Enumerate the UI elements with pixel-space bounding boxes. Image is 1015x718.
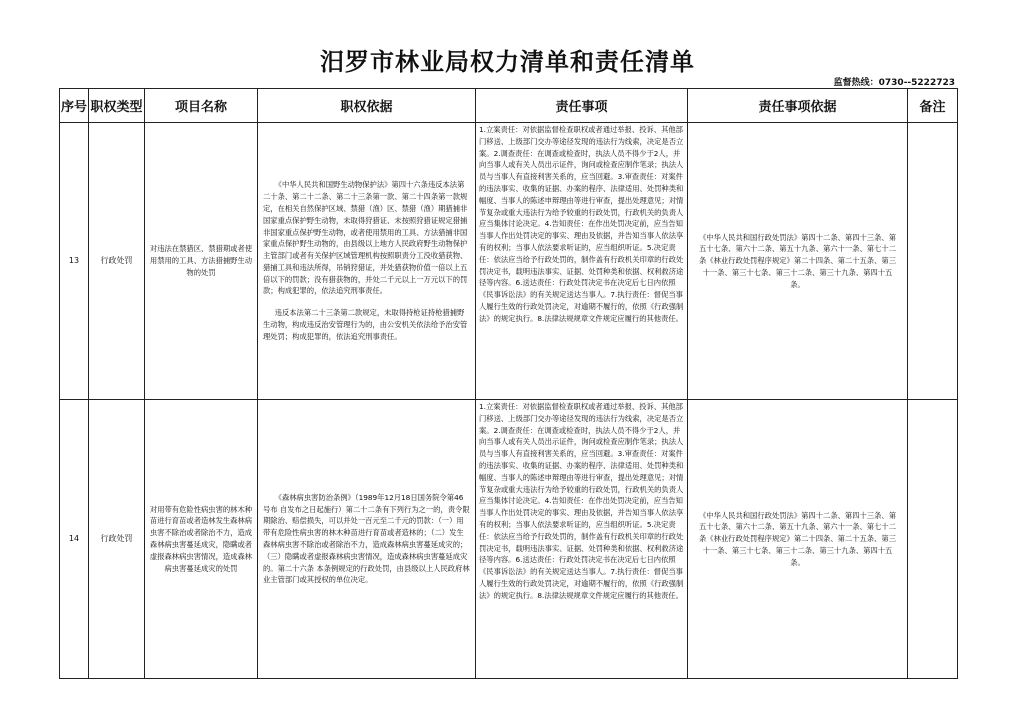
header-type: 职权类型 bbox=[89, 89, 145, 123]
page-title: 汨罗市林业局权力清单和责任清单 bbox=[320, 48, 695, 76]
power-basis bbox=[258, 400, 476, 679]
header-responsibility: 责任事项 bbox=[476, 89, 688, 123]
item-name: 对违法在禁猎区、禁猎期或者使用禁用的工具、方法猎捕野生动物的处罚 bbox=[145, 123, 258, 400]
header-basis: 职权依据 bbox=[258, 89, 476, 123]
table-row bbox=[60, 123, 958, 400]
basis-paragraph: 《中华人民共和国野生动物保护法》第四十六条违反本法第二十条、第二十二条、第二十三条第一款、第二十四条第一款规定，在相关自然保护区域、禁猎（渔）区、禁猎（渔）期猎捕非国家重点保护野生动物，未取得狩猎证、未按照狩猎证规定猎捕非国家重点保护野生动物，或者使用禁用的工具、方法猎捕非国家重点保护野生动物的，由县级以上地方人民政府野生动物保护主管部门或者有关保护区域管理机构按照职责分工没收猎获物、猎捕工具和违法所得，吊销狩猎证，并处猎获物价值一倍以上五倍以下的罚款；没有猎获物的，并处二千元以上一万元以下的罚款；构成犯罪的，依法追究刑事责任。 bbox=[263, 180, 468, 296]
table-row bbox=[60, 400, 958, 679]
responsibility-items: 1.立案责任：对依据监督检查职权或者通过举报、投诉、其他部门移送、上级部门交办等途径发现的违法行为线索，决定是否立案。2.调查责任：在调查或检查时，执法人员不得少于2人，并向当事人或有关人员出示证件，询问或检查应制作笔录；执法人员与当事人有直接利害关系的，应当回避。3.审查责任：对案件的违法事实、收集的证据、办案的程序、法律适用、处罚种类和幅度、当事人的陈述申辩理由等进行审查，提出处理意见；对情节复杂或重大违法行为给予较重的行政处罚，行政机关的负责人应当集体讨论决定。4.告知责任：在作出处罚决定前，应当告知当事人作出处罚决定的事实、理由及依据，并告知当事人依法享有的权利；当事人依法要求听证的，应当组织听证。5.决定责任：依法应当给予行政处罚的，制作盖有行政机关印章的行政处罚决定书，载明违法事实、证据、处罚种类和依据、权利救济途径等内容。6.送达责任：行政处罚决定书在决定后七日内依照《民事诉讼法》的有关规定送达当事人。7.执行责任：督促当事人履行生效的行政处罚决定，对逾期不履行的，依照《行政强制法》的规定执行。8.法律法规规章文件规定应履行的其他责任。 bbox=[476, 400, 688, 679]
basis-paragraph: 《森林病虫害防治条例》（1989年12月18日国务院令第46号布 自发布之日起施行）第二十二条有下列行为之一的，责令限期除治、赔偿损失，可以并处一百元至二千元的罚款：（一）用带有危险性病虫害的林木种苗进行育苗或者造林的；（二）发生森林病虫害不除治或者除治不力，造成森林病虫害蔓延成灾的；（三）隐瞒或者虚报森林病虫害情况，造成森林病虫害蔓延成灾的。第二十六条 本条例规定的行政处罚，由县级以上人民政府林业主管部门或其授权的单位决定。 bbox=[263, 492, 470, 585]
power-list-table bbox=[59, 88, 958, 679]
power-basis bbox=[258, 123, 476, 400]
row-number: 14 bbox=[60, 400, 89, 679]
row-number: 13 bbox=[60, 123, 89, 400]
header-num: 序号 bbox=[60, 89, 89, 123]
note-cell bbox=[908, 123, 958, 400]
header-responsibility-basis: 责任事项依据 bbox=[688, 89, 908, 123]
header-row bbox=[60, 89, 958, 123]
power-type: 行政处罚 bbox=[89, 400, 145, 679]
item-name: 对用带有危险性病虫害的林木种苗进行育苗或者造林发生森林病虫害不除治或者除治不力，造成森林病虫害蔓延成灾，隐瞒或者虚报森林病虫害情况，造成森林病虫害蔓延成灾的处罚 bbox=[145, 400, 258, 679]
header-name: 项目名称 bbox=[145, 89, 258, 123]
note-cell bbox=[908, 400, 958, 679]
responsibility-items: 1.立案责任：对依据监督检查职权或者通过举报、投诉、其他部门移送、上级部门交办等途径发现的违法行为线索，决定是否立案。2.调查责任：在调查或检查时，执法人员不得少于2人，并向当事人或有关人员出示证件，询问或检查应制作笔录；执法人员与当事人有直接利害关系的，应当回避。3.审查责任：对案件的违法事实、收集的证据、办案的程序、法律适用、处罚种类和幅度、当事人的陈述申辩理由等进行审查，提出处理意见；对情节复杂或重大违法行为给予较重的行政处罚，行政机关的负责人应当集体讨论决定。4.告知责任：在作出处罚决定前，应当告知当事人作出处罚决定的事实、理由及依据，并告知当事人依法享有的权利；当事人依法要求听证的，应当组织听证。5.决定责任：依法应当给予行政处罚的，制作盖有行政机关印章的行政处罚决定书，载明违法事实、证据、处罚种类和依据、权利救济途径等内容。6.送达责任：行政处罚决定书在决定后七日内依照《民事诉讼法》的有关规定送达当事人。7.执行责任：督促当事人履行生效的行政处罚决定，对逾期不履行的，依照《行政强制法》的规定执行。8.法律法规规章文件规定应履行的其他责任。 bbox=[476, 123, 688, 400]
basis-paragraph: 违反本法第二十三条第二款规定，未取得持枪证持枪猎捕野生动物，构成违反治安管理行为的，由公安机关依法给予治安管理处罚；构成犯罪的，依法追究刑事责任。 bbox=[263, 308, 468, 341]
power-type: 行政处罚 bbox=[89, 123, 145, 400]
responsibility-basis: 《中华人民共和国行政处罚法》第四十二条、第四十三条、第五十七条、第六十二条、第五十九条、第六十一条、第七十二条《林业行政处罚程序规定》第二十四条、第二十五条、第三十一条、第三十七条、第三十二条、第三十九条、第四十五条。 bbox=[688, 400, 908, 679]
responsibility-basis: 《中华人民共和国行政处罚法》第四十二条、第四十三条、第五十七条、第六十二条、第五十九条、第六十一条、第七十二条《林业行政处罚程序规定》第二十四条、第二十五条、第三十一条、第三十七条、第三十二条、第三十九条、第四十五条。 bbox=[688, 123, 908, 400]
header-note: 备注 bbox=[908, 89, 958, 123]
supervision-hotline: 监督热线：0730--5222723 bbox=[833, 78, 955, 88]
